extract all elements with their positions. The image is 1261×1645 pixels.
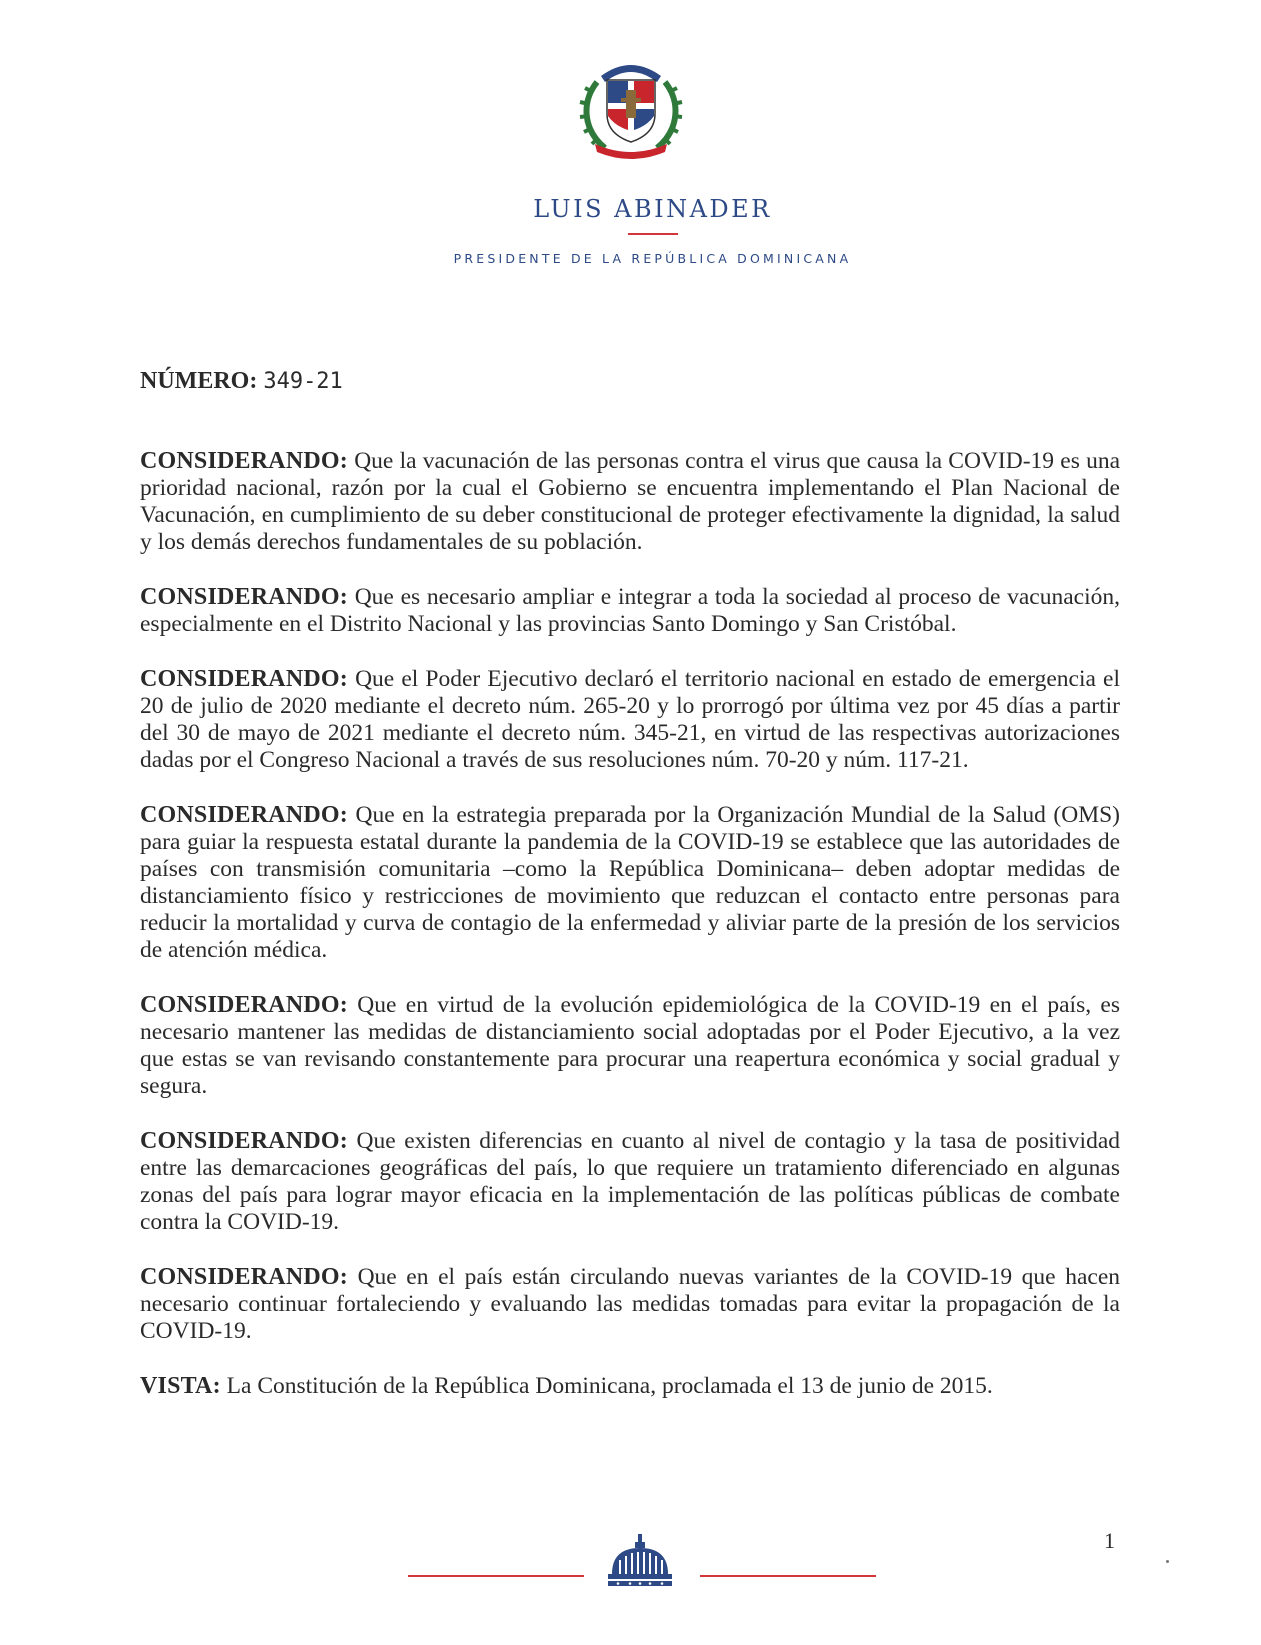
considerando-paragraph (140, 992, 1120, 1100)
paragraph-keyword: CONSIDERANDO: (140, 584, 348, 610)
vista-paragraph (140, 1373, 1120, 1400)
paragraph-text: Que en el país están circulando nuevas variantes de la COVID-19 que hacen necesario continuar fortaleciendo y evaluando las medidas tomadas para evitar la propagación de la COVID-19. (140, 1264, 1120, 1344)
paragraph-text: Que es necesario ampliar e integrar a toda la sociedad al proceso de vacunación, especialmente en el Distrito Nacional y las provincias Santo Domingo y San Cristóbal. (140, 584, 1121, 637)
considerando-paragraph (140, 584, 1120, 638)
paragraph-text: Que en la estrategia preparada por la Organización Mundial de la Salud (OMS) para guiar la respuesta estatal durante la pandemia de la COVID-19 se establece que las autoridades de países con transmisión comunitaria –como la República Dominicana– deben adoptar medidas de distanciamiento físico y restricciones de movimiento que reduzcan el contacto entre personas para reducir la mortalidad y curva de contagio de la enfermedad y aliviar parte de la presión de los servicios de atención médica. (140, 802, 1121, 963)
scan-speck (1166, 1560, 1169, 1563)
considerando-paragraph (140, 1264, 1120, 1345)
footer-divider-right (700, 1575, 876, 1577)
paragraph-text: La Constitución de la República Dominicana, proclamada el 13 de junio de 2015. (226, 1373, 993, 1399)
page-footer (0, 1528, 1261, 1592)
footer-divider-left (408, 1575, 584, 1577)
decree-number-value: 349-21 (263, 369, 343, 394)
paragraph-text: Que el Poder Ejecutivo declaró el territorio nacional en estado de emergencia el 20 de julio de 2020 mediante el decreto núm. 265-20 y lo prorrogó por última vez por 45 días a partir del 30 de mayo de 2021 mediante el decreto núm. 345-21, en virtud de las respectivas autorizaciones dadas por el Congreso Nacional a través de sus resoluciones núm. 70-20 y núm. 117-21. (140, 666, 1120, 773)
considerando-paragraph (140, 1128, 1120, 1236)
letterhead (0, 52, 1261, 266)
paragraph-text: Que en virtud de la evolución epidemiológica de la COVID-19 en el país, es necesario mantener las medidas de distanciamiento social adoptadas por el Poder Ejecutivo, a la vez que estas se van revisando constantemente para procurar una reapertura económica y social gradual y segura. (140, 992, 1120, 1099)
paragraph-keyword: CONSIDERANDO: (140, 992, 348, 1018)
decree-body (140, 448, 1120, 1428)
paragraph-keyword: CONSIDERANDO: (140, 1128, 348, 1154)
considerando-paragraph (140, 802, 1120, 964)
coat-of-arms-icon (575, 52, 687, 160)
considerando-paragraph (140, 448, 1120, 556)
paragraph-text: Que la vacunación de las personas contra el virus que causa la COVID-19 es una prioridad nacional, razón por la cual el Gobierno se encuentra implementando el Plan Nacional de Vacunación, en cumplimiento de su deber constitucional de proteger efectivamente la dignidad, la salud y los demás derechos fundamentales de su población. (140, 448, 1121, 555)
name-divider (628, 233, 678, 235)
president-title: PRESIDENTE DE LA REPÚBLICA DOMINICANA (453, 251, 852, 266)
page-number: 1 (1104, 1528, 1115, 1553)
paragraph-keyword: CONSIDERANDO: (140, 1264, 348, 1290)
paragraph-keyword: CONSIDERANDO: (140, 802, 348, 828)
considerando-paragraph (140, 666, 1120, 774)
decree-number-label: NÚMERO: (140, 368, 258, 394)
decree-number (140, 368, 343, 395)
paragraph-keyword: CONSIDERANDO: (140, 448, 348, 474)
national-palace-dome-icon (604, 1532, 676, 1588)
paragraph-keyword: VISTA: (140, 1373, 221, 1399)
paragraph-text: Que existen diferencias en cuanto al nivel de contagio y la tasa de positividad entre las demarcaciones geográficas del país, lo que requiere un tratamiento diferenciado en algunas zonas del país para lograr mayor eficacia en la implementación de las políticas públicas de combate contra la COVID-19. (140, 1128, 1121, 1235)
president-name: LUIS ABINADER (533, 195, 772, 223)
paragraph-keyword: CONSIDERANDO: (140, 666, 348, 692)
